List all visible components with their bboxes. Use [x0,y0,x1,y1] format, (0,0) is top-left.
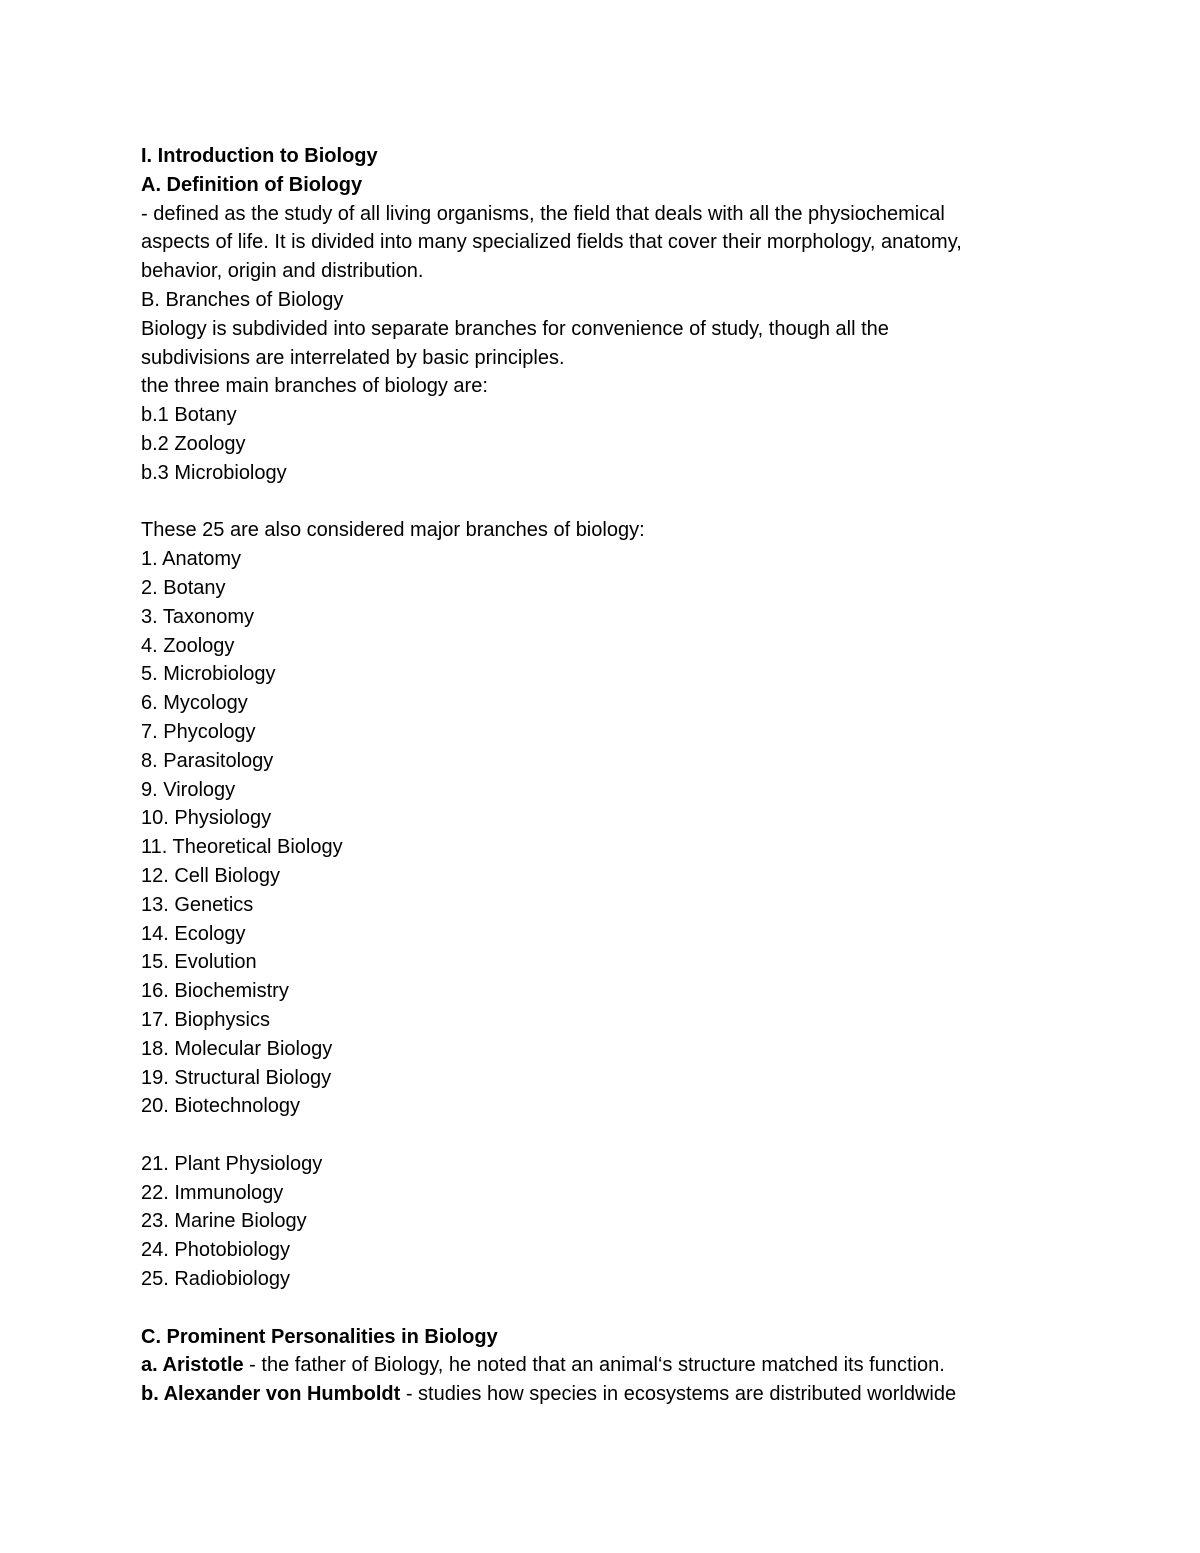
main-branch-item: b.2 Zoology [141,432,246,455]
personality-description: - studies how species in ecosystems are distributed worldwide [400,1383,957,1406]
definition-line: - defined as the study of all living organisms, the field that deals with all the physiochemical [141,202,945,225]
list-item: 10. Physiology [141,807,272,830]
list-item: 16. Biochemistry [141,980,289,1003]
section-heading-introduction: I. Introduction to Biology [141,145,378,167]
list-item: 21. Plant Physiology [141,1152,323,1175]
list-item: 5. Microbiology [141,663,276,686]
main-branch-item: b.3 Microbiology [141,461,287,484]
major-branches-intro: These 25 are also considered major branches of biology: [141,519,645,542]
list-item: 11. Theoretical Biology [141,836,343,859]
list-item: 8. Parasitology [141,749,274,772]
list-item: 22. Immunology [141,1181,284,1204]
branches-intro-line: subdivisions are interrelated by basic principles. [141,346,565,369]
document-body [141,142,1101,1409]
list-item: 19. Structural Biology [141,1066,332,1089]
list-item: 20. Biotechnology [141,1095,301,1118]
blank-line [141,488,1101,517]
list-item: 24. Photobiology [141,1239,291,1262]
list-item: 17. Biophysics [141,1008,270,1031]
three-main-intro: the three main branches of biology are: [141,375,488,398]
subheading-definition: A. Definition of Biology [141,173,363,196]
personality-name: a. Aristotle [141,1354,244,1377]
list-item: 13. Genetics [141,893,254,916]
list-item: 23. Marine Biology [141,1210,307,1233]
list-item: 7. Phycology [141,720,256,743]
list-item: 25. Radiobiology [141,1268,290,1291]
list-item: 2. Botany [141,576,226,599]
personality-entry [141,1380,1101,1409]
major-branches-list-1 [141,545,1101,1121]
personality-description: - the father of Biology, he noted that an animal‘s structure matched its function. [243,1354,945,1377]
list-item: 18. Molecular Biology [141,1037,333,1060]
list-item: 1. Anatomy [141,548,242,571]
list-item: 14. Ecology [141,922,246,945]
list-item: 3. Taxonomy [141,605,255,628]
personality-name: b. Alexander von Humboldt [141,1383,401,1406]
definition-line: behavior, origin and distribution. [141,260,424,283]
list-item: 15. Evolution [141,951,257,974]
list-item: 6. Mycology [141,692,248,715]
branches-intro-line: Biology is subdivided into separate branches for convenience of study, though all the [141,317,889,340]
list-item: 4. Zoology [141,634,235,657]
blank-line [141,1121,1101,1150]
subheading-branches: B. Branches of Biology [141,288,344,311]
definition-line: aspects of life. It is divided into many specialized fields that cover their morphology, anatomy, [141,231,962,254]
list-item: 9. Virology [141,778,236,801]
blank-line [141,1294,1101,1323]
subheading-personalities: C. Prominent Personalities in Biology [141,1325,498,1348]
personality-entry [141,1351,1101,1380]
list-item: 12. Cell Biology [141,864,280,887]
main-branch-item: b.1 Botany [141,404,237,427]
major-branches-list-2 [141,1150,1101,1294]
